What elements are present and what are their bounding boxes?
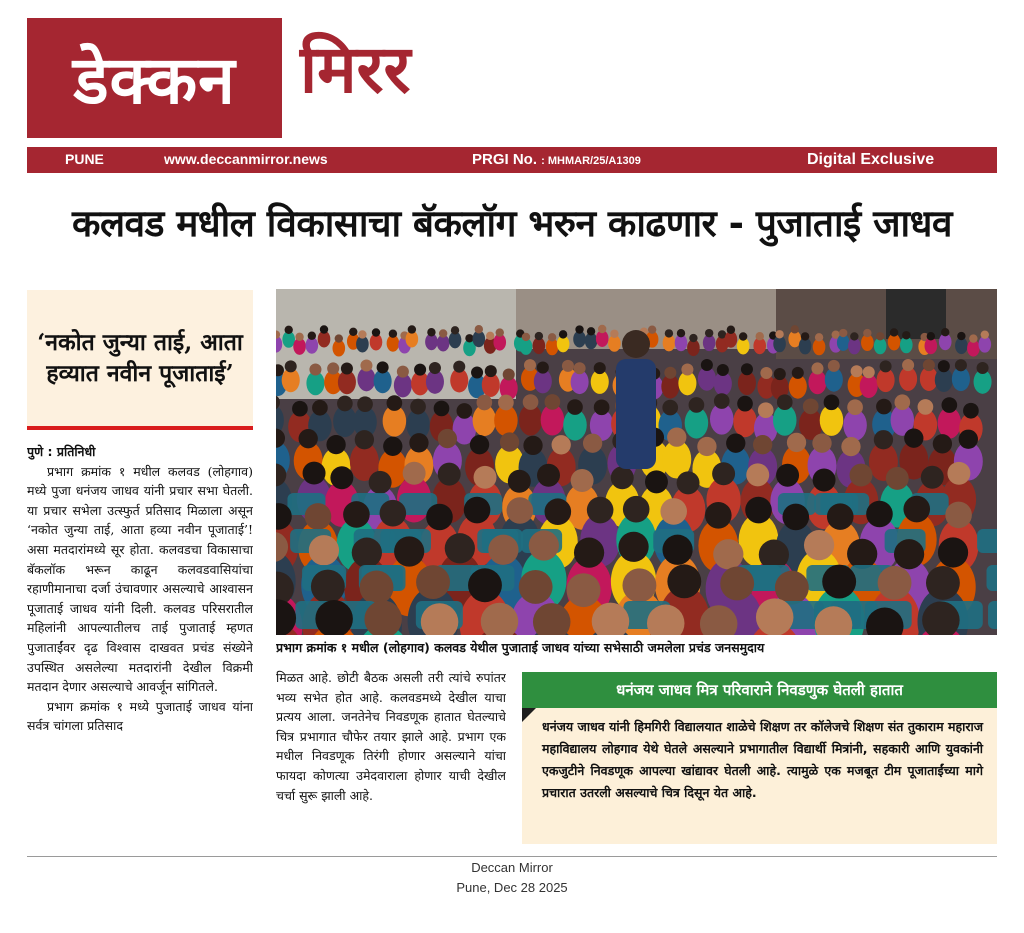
photo-caption: प्रभाग क्रमांक १ मधील (लोहगाव) कलवड येथील पुजाताई जाधव यांच्या सभेसाठी जमलेला प्रचंड जनसमुदाय <box>276 640 765 655</box>
chair <box>986 565 997 591</box>
article-column-1 <box>27 442 253 852</box>
edition-city: PUNE <box>65 151 104 167</box>
rally-photo-illustration <box>276 289 997 635</box>
sidebar-body: धनंजय जाधव यांनी हिमगिरी विद्यालयात शाळेचे शिक्षण तर कॉलेजचे शिक्षण संत तुकाराम महाराज महाविद्यालय लोहगाव येथे घेतले असल्याने प्रभागातील विद्यार्थी मित्रांनी, सहकारी आणि युवकांनी एकजुटीने निवडणूक आपल्या खांद्यावर घेतली आहे. त्यामुळे एक मजबूत टीम पूजाताईंच्या मागे प्रचारात उतरली असल्याचे चित्र दिसून येत आहे. <box>522 708 997 844</box>
article-column-2: मिळत आहे. छोटी बैठक असली तरी त्यांचे रुपांतर भव्य सभेत होत आहे. कलवडमध्ये देखील याचा प्रत्यय आला. जनतेनेच निवडणूक हातात घेतल्याचे चित्र प्रभागात चौफेर तयार झाले आहे. प्रभाग एक मधील निवडणूक तिरंगी होणार असल्याने यांचा फायदा कोणत्या उमेदवाराला होणार याची देखील चर्चा सुरू झाली आहे. <box>276 670 506 803</box>
article-paragraph-1: प्रभाग क्रमांक १ मधील कलवड (लोहगाव) मध्ये पुजा धनंजय जाधव यांनी प्रचार सभा घेतली. या प्रचार सभेला उत्स्फुर्त प्रतिसाद मिळाला असून ‘नकोत जुन्या ताई, आता हव्या नवीन पूजाताई’! असा मतदारांमध्ये सूर होता. कलवडचा विकासाचा बॅकलॉक भरून काढून कलवडवासियांचा रहाणीमानाचा दर्जा उंचावणार असल्याचे आश्वासन पूजाताई जाधव यांनी दिली. कलवड परिसरातील महिलांनी आपल्यातीलच ताई पुजाताई म्हणत पुजाताईंवर दृढ विश्वास दाखवत प्रचंड संख्येने उपस्थित असलेल्या मतदारांनी देखील विक्रमी मतदान देणार असल्याचे आवर्जून सांगितले. <box>27 463 253 695</box>
speaker-figure <box>616 359 656 469</box>
digital-exclusive-tag: Digital Exclusive <box>807 151 935 168</box>
prgi-label: PRGI No. <box>472 151 542 168</box>
website-link[interactable]: www.deccanmirror.news <box>164 151 328 167</box>
prgi-value: : MHMAR/25/A1309 <box>541 155 641 167</box>
speaker-head <box>622 330 650 358</box>
footer-divider <box>27 856 997 857</box>
article-paragraph-2: प्रभाग क्रमांक १ मध्ये पुजाताई जाधव यांना सर्वत्र चांगला प्रतिसाद <box>27 698 253 734</box>
masthead-title-left: डेक्कन <box>73 42 236 119</box>
pull-quote-text: ‘नकोत जुन्या ताई, आता हव्यात नवीन पूजाताई’ <box>37 328 243 387</box>
byline: पुणे : प्रतिनिधी <box>27 444 96 459</box>
prgi-number <box>472 151 641 168</box>
rally-photo <box>276 289 997 635</box>
footer-dateline: Pune, Dec 28 2025 <box>456 880 568 895</box>
chair <box>977 529 997 553</box>
pull-quote <box>27 290 253 430</box>
main-headline: कलवड मधील विकासाचा बॅकलॉग भरुन काढणार - पुजाताई जाधव <box>72 202 952 245</box>
sidebar-title: धनंजय जाधव मित्र परिवाराने निवडणुक घेतली हातात <box>522 672 997 708</box>
info-bar <box>27 147 997 173</box>
masthead-title-right: मिरर <box>300 31 411 108</box>
footer-publication: Deccan Mirror <box>471 860 553 875</box>
chair <box>988 601 997 629</box>
masthead-logo-box <box>27 18 282 138</box>
